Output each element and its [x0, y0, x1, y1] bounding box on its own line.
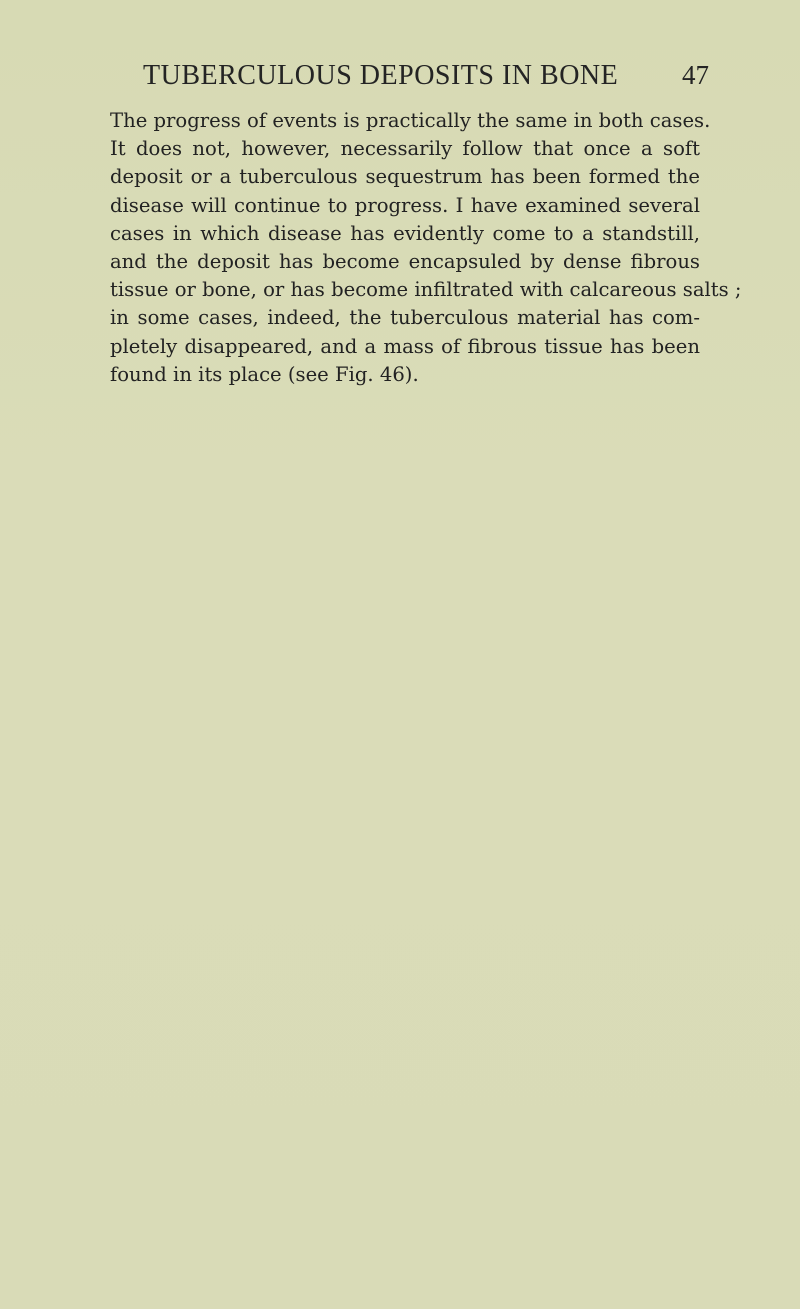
text-line: and the deposit has become encapsuled by dense fibrous [110, 250, 700, 274]
text-line: deposit or a tuberculous sequestrum has been formed the [110, 165, 700, 189]
text-line: in some cases, indeed, the tuberculous material has com- [110, 306, 700, 330]
running-title: TUBERCULOUS DEPOSITS IN BONE [143, 60, 619, 91]
text-line: pletely disappeared, and a mass of fibrous tissue has been [110, 334, 700, 358]
text-line: disease will continue to progress. I have examined several [110, 193, 700, 217]
text-line: cases in which disease has evidently come to a standstill, [110, 221, 700, 245]
text-line: found in its place (see Fig. 46). [110, 362, 419, 386]
body-paragraph [110, 107, 742, 389]
running-head [110, 60, 710, 96]
text-line: The progress of events is practically the same in both cases. [110, 109, 711, 132]
text-line: It does not, however, necessarily follow that once a soft [110, 137, 700, 161]
page-number: 47 [682, 60, 709, 90]
text-line: tissue or bone, or has become infiltrated with calcareous salts ; [110, 278, 742, 302]
